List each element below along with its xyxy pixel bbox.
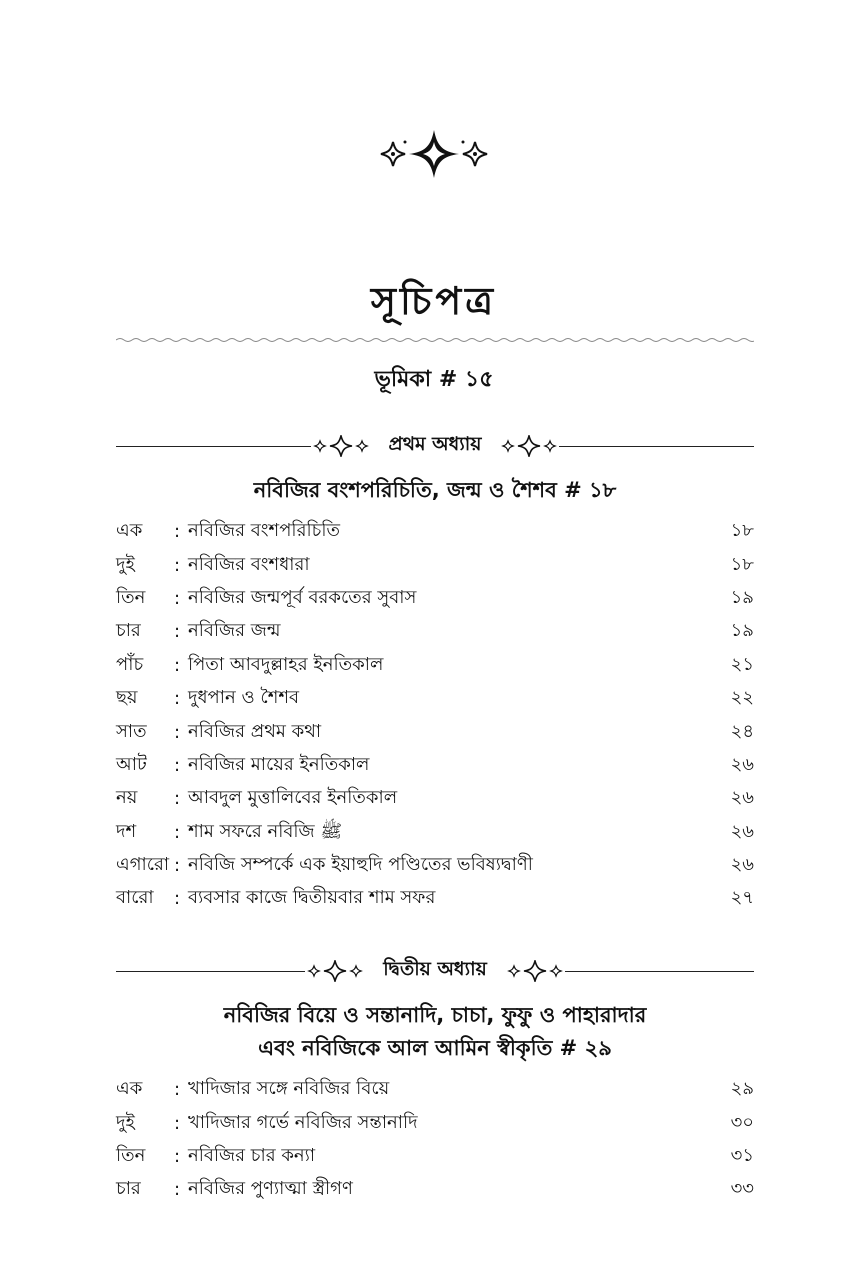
toc-row-page: ১৯ [730, 620, 754, 642]
toc-row-separator: : [174, 788, 181, 810]
toc-row-number: সাত [116, 720, 147, 742]
chapter-heading [116, 999, 754, 1065]
toc-row-number: নয় [116, 787, 138, 809]
toc-row-number: পাঁচ [116, 653, 144, 675]
wavy-divider [116, 336, 754, 344]
toc-row [116, 882, 754, 915]
toc-row-title: নবিজির প্রথম কথা [188, 720, 322, 742]
toc-row-number: এক [116, 520, 143, 542]
toc-row [116, 1106, 754, 1139]
chapter-2 [116, 955, 754, 1207]
top-ornament [0, 128, 868, 180]
toc-row-separator: : [174, 888, 181, 910]
chapter-heading [116, 474, 754, 507]
toc-row-title: ব্যবসার কাজে দ্বিতীয়বার শাম সফর [188, 887, 436, 909]
toc-row-title: পিতা আবদুল্লাহর ইনতিকাল [188, 653, 384, 675]
toc-row [116, 849, 754, 882]
toc-row-number: এক [116, 1078, 143, 1100]
intro-entry: ভূমিকা # ১৫ [374, 367, 494, 392]
chapter-heading-line: এবং নবিজিকে আল আমিন স্বীকৃতি # ২৯ [258, 1036, 612, 1060]
toc-row-title: শাম সফরে নবিজি ﷺ [188, 820, 343, 842]
toc-row-separator: : [174, 1112, 181, 1134]
toc-row-separator: : [174, 587, 181, 609]
toc-row-title: দুধপান ও শৈশব [188, 687, 300, 709]
toc-row [116, 1173, 754, 1206]
toc-row-page: ২৪ [730, 720, 754, 742]
toc-row-page: ২৬ [730, 753, 754, 775]
toc-row-separator: : [174, 821, 181, 843]
toc-row-number: বারো [116, 887, 154, 909]
toc-row [116, 615, 754, 648]
diamond-ornament-icon [307, 960, 363, 982]
toc-row-title: নবিজির জন্ম [188, 620, 281, 642]
chapter-heading-line: নবিজির বিয়ে ও সন্তানাদি, চাচা, ফুফু ও পাহারাদার [223, 1003, 647, 1027]
toc-row-number: তিন [116, 1144, 146, 1166]
toc-row-number: তিন [116, 586, 146, 608]
toc-row-separator: : [174, 855, 181, 877]
toc-row-number: চার [116, 1178, 141, 1200]
toc-row-title: খাদিজার গর্ভে নবিজির সন্তানাদি [188, 1111, 418, 1133]
toc-row-title: নবিজি সম্পর্কে এক ইয়াহুদি পণ্ডিতের ভবিষ্যদ্বাণী [188, 854, 533, 876]
diamond-ornament-icon [379, 128, 489, 180]
toc-row-separator: : [174, 688, 181, 710]
toc-row-title: নবিজির পুণ্যাত্মা স্ত্রীগণ [188, 1178, 353, 1200]
toc-row-title: নবিজির বংশপরিচিতি [188, 520, 340, 542]
toc-row-separator: : [174, 1179, 181, 1201]
diamond-ornament-icon [501, 435, 557, 457]
toc-row-page: ১৯ [730, 586, 754, 608]
toc-row-number: ছয় [116, 687, 138, 709]
toc-row-separator: : [174, 654, 181, 676]
toc-row-separator: : [174, 554, 181, 576]
toc-row-title: নবিজির বংশধারা [188, 553, 310, 575]
toc-row-page: ২৬ [730, 787, 754, 809]
chapter-divider [116, 955, 754, 987]
toc-row [116, 749, 754, 782]
toc-row [116, 515, 754, 548]
toc-row-number: এগারো [116, 854, 170, 876]
toc-row [116, 816, 754, 849]
toc-row-number: চার [116, 620, 141, 642]
page-title: সূচিপত্র [370, 279, 498, 323]
chapter-divider [116, 430, 754, 462]
chapter-label: প্রথম অধ্যায় [388, 433, 482, 455]
chapter-1 [116, 430, 754, 916]
chapter-heading-line: নবিজির বংশপরিচিতি, জন্ম ও শৈশব # ১৮ [253, 478, 617, 502]
toc-row-number: আট [116, 753, 147, 775]
toc-row-title: নবিজির জন্মপূর্ব বরকতের সুবাস [188, 586, 417, 608]
toc-row-separator: : [174, 1079, 181, 1101]
toc-row-title: নবিজির চার কন্যা [188, 1144, 316, 1166]
toc-row-title: আবদুল মুত্তালিবের ইনতিকাল [188, 787, 398, 809]
toc-row [116, 649, 754, 682]
toc-row [116, 715, 754, 748]
toc-row [116, 682, 754, 715]
toc-row-page: ৩১ [730, 1144, 754, 1166]
toc-row-separator: : [174, 754, 181, 776]
diamond-ornament-icon [313, 435, 369, 457]
toc-row-title: নবিজির মায়ের ইনতিকাল [188, 753, 370, 775]
toc-row [116, 1140, 754, 1173]
toc-row-number: দুই [116, 553, 135, 575]
toc-row-page: ২১ [730, 653, 754, 675]
toc-row-separator: : [174, 721, 181, 743]
toc-list [116, 1073, 754, 1207]
toc-row-page: ২২ [730, 687, 754, 709]
toc-row-separator: : [174, 1145, 181, 1167]
toc-row-page: ২৬ [730, 854, 754, 876]
diamond-ornament-icon [507, 960, 563, 982]
toc-row-separator: : [174, 521, 181, 543]
toc-row [116, 782, 754, 815]
toc-row-page: ২৭ [730, 887, 754, 909]
toc-row-page: ৩০ [730, 1111, 754, 1133]
toc-row-page: ২৬ [730, 820, 754, 842]
toc-list [116, 515, 754, 916]
toc-row-page: ১৮ [730, 520, 754, 542]
toc-row [116, 582, 754, 615]
chapter-label: দ্বিতীয় অধ্যায় [383, 958, 487, 980]
toc-row [116, 548, 754, 581]
toc-row-page: ১৮ [730, 553, 754, 575]
toc-row-page: ৩৩ [730, 1178, 754, 1200]
toc-row [116, 1073, 754, 1106]
toc-row-separator: : [174, 621, 181, 643]
toc-row-title: খাদিজার সঙ্গে নবিজির বিয়ে [188, 1078, 390, 1100]
toc-row-page: ২৯ [730, 1078, 754, 1100]
toc-row-number: দুই [116, 1111, 135, 1133]
toc-row-number: দশ [116, 820, 137, 842]
